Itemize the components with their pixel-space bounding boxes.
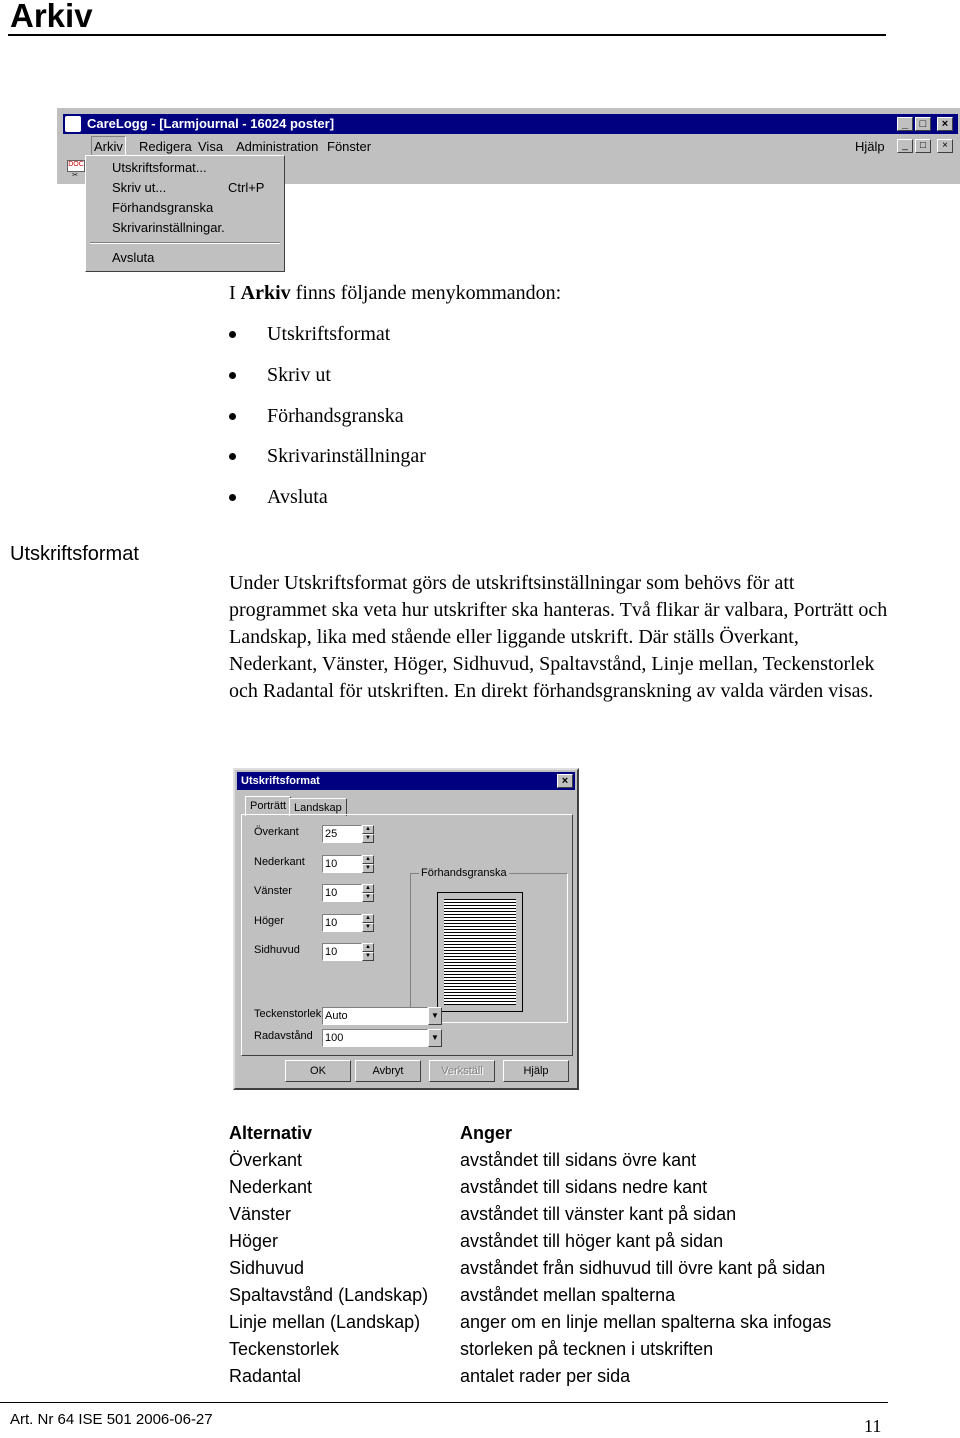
spin-up-icon[interactable]: ▲ bbox=[362, 825, 374, 834]
spin-up-icon[interactable]: ▲ bbox=[362, 943, 374, 952]
cell-alternativ: Höger bbox=[229, 1231, 279, 1251]
hoger-spinner[interactable] bbox=[322, 914, 374, 932]
tab-panel bbox=[241, 814, 573, 1056]
menu-arkiv[interactable]: Arkiv bbox=[91, 136, 126, 158]
footer-rule bbox=[0, 1402, 888, 1403]
cell-anger: anger om en linje mellan spalterna ska infogas bbox=[460, 1312, 832, 1332]
footer-article-number: Art. Nr 64 ISE 501 2006-06-27 bbox=[10, 1411, 213, 1428]
close-button[interactable]: × bbox=[937, 117, 953, 131]
vanster-spinner[interactable] bbox=[322, 884, 374, 902]
menu-separator bbox=[90, 242, 280, 244]
heading-rule bbox=[8, 34, 886, 36]
teckenstorlek-label: Teckenstorlek bbox=[254, 1008, 322, 1020]
utskriftsformat-dialog bbox=[233, 768, 579, 1090]
cell-alternativ: Radantal bbox=[229, 1366, 302, 1386]
intro-suffix: finns följande menykommandon: bbox=[290, 282, 562, 304]
overkant-input[interactable]: 25 bbox=[322, 825, 362, 843]
bullet-icon bbox=[229, 331, 236, 338]
header-alternativ: Alternativ bbox=[229, 1123, 313, 1143]
arkiv-dropdown-menu bbox=[85, 155, 285, 272]
minimize-button[interactable]: _ bbox=[897, 117, 913, 131]
cell-anger: avståndet till vänster kant på sidan bbox=[460, 1204, 737, 1224]
cell-alternativ: Linje mellan (Landskap) bbox=[229, 1312, 421, 1332]
cell-alternativ: Sidhuvud bbox=[229, 1258, 305, 1278]
spin-down-icon[interactable]: ▼ bbox=[362, 834, 374, 843]
cell-anger: antalet rader per sida bbox=[460, 1366, 631, 1386]
field-label-hoger: Höger bbox=[254, 915, 284, 927]
bullet-icon bbox=[229, 494, 236, 501]
dialog-title-bar bbox=[237, 772, 575, 790]
field-label-overkant: Överkant bbox=[254, 826, 299, 838]
toolbar bbox=[63, 160, 85, 182]
spin-down-icon[interactable]: ▼ bbox=[362, 893, 374, 902]
field-label-sidhuvud: Sidhuvud bbox=[254, 944, 300, 956]
field-label-nederkant: Nederkant bbox=[254, 856, 305, 868]
radavstand-combo[interactable] bbox=[322, 1029, 442, 1047]
menu-administration[interactable]: Administration bbox=[236, 139, 319, 154]
dialog-title: Utskriftsformat bbox=[241, 775, 320, 787]
teckenstorlek-value[interactable]: Auto bbox=[322, 1007, 428, 1025]
tab-landskap[interactable]: Landskap bbox=[289, 798, 347, 816]
cell-anger: avståndet till sidans övre kant bbox=[460, 1150, 697, 1170]
spin-down-icon[interactable]: ▼ bbox=[362, 923, 374, 932]
cell-alternativ: Nederkant bbox=[229, 1177, 313, 1197]
app-icon bbox=[65, 116, 81, 132]
sidhuvud-spinner[interactable] bbox=[322, 943, 374, 961]
doc-close-button[interactable]: × bbox=[937, 139, 953, 153]
chevron-down-icon[interactable]: ▼ bbox=[428, 1007, 442, 1025]
radavstand-label: Radavstånd bbox=[254, 1030, 313, 1042]
radavstand-value[interactable]: 100 bbox=[322, 1029, 428, 1047]
intro-prefix: I bbox=[229, 282, 241, 304]
chevron-down-icon[interactable]: ▼ bbox=[428, 1029, 442, 1047]
cell-anger: storleken på tecknen i utskriften bbox=[460, 1339, 714, 1359]
dialog-close-button[interactable]: × bbox=[557, 774, 573, 788]
maximize-button[interactable]: □ bbox=[915, 117, 931, 131]
teckenstorlek-combo[interactable] bbox=[322, 1007, 442, 1025]
apply-button[interactable]: Verkställ bbox=[429, 1060, 495, 1082]
cell-anger: avståndet mellan spalterna bbox=[460, 1285, 676, 1305]
overkant-spinner[interactable] bbox=[322, 825, 374, 843]
intro-text bbox=[229, 280, 561, 307]
cell-anger: avståndet till höger kant på sidan bbox=[460, 1231, 724, 1251]
cell-alternativ: Vänster bbox=[229, 1204, 292, 1224]
ok-button[interactable]: OK bbox=[285, 1060, 351, 1082]
cell-anger: avståndet från sidhuvud till övre kant på sidan bbox=[460, 1258, 826, 1278]
spin-down-icon[interactable]: ▼ bbox=[362, 952, 374, 961]
preview-group bbox=[410, 867, 568, 1023]
section-paragraph bbox=[229, 570, 889, 705]
preview-label: Förhandsgranska bbox=[421, 867, 507, 879]
vanster-input[interactable]: 10 bbox=[322, 884, 362, 902]
cell-anger: avståndet till sidans nedre kant bbox=[460, 1177, 708, 1197]
spin-up-icon[interactable]: ▲ bbox=[362, 884, 374, 893]
page-number: 11 bbox=[864, 1416, 882, 1436]
menu-item-skriv-ut[interactable]: Skriv ut... bbox=[112, 180, 167, 195]
bullet-text: Förhandsgranska bbox=[267, 405, 404, 427]
menu-hjalp[interactable]: Hjälp bbox=[855, 139, 885, 154]
section-title: Utskriftsformat bbox=[10, 543, 139, 565]
window-title-bar bbox=[63, 114, 958, 134]
cancel-button[interactable]: Avbryt bbox=[355, 1060, 421, 1082]
field-label-vanster: Vänster bbox=[254, 885, 292, 897]
menu-redigera[interactable]: Redigera bbox=[139, 139, 192, 154]
spin-down-icon[interactable]: ▼ bbox=[362, 864, 374, 873]
menu-visa[interactable]: Visa bbox=[198, 139, 224, 154]
doc-restore-button[interactable]: □ bbox=[915, 139, 931, 153]
cell-alternativ: Teckenstorlek bbox=[229, 1339, 340, 1359]
spin-up-icon[interactable]: ▲ bbox=[362, 914, 374, 923]
sidhuvud-input[interactable]: 10 bbox=[322, 943, 362, 961]
paragraph-text: Under Utskriftsformat görs de utskriftsinställningar som behövs för att programmet ska veta hur utskrifter ska hanteras. Två flikar är valbara, Porträtt och Landskap, lika med stående eller liggande utskrift. Där ställs Överkant, Nederkant, Vänster, Höger, Sidhuvud, Spaltavstånd, Linje mellan, Teckenstorlek och Radantal för utskriften. En direkt förhandsgranskning av valda värden visas. bbox=[229, 572, 888, 702]
bullet-text: Skriv ut bbox=[267, 364, 331, 386]
doc-minimize-button[interactable]: _ bbox=[897, 139, 913, 153]
bullet-icon bbox=[229, 372, 236, 379]
intro-bold: Arkiv bbox=[240, 282, 291, 304]
menu-item-avsluta[interactable]: Avsluta bbox=[112, 250, 155, 265]
document-icon[interactable]: DOC bbox=[67, 160, 85, 172]
header-anger: Anger bbox=[460, 1123, 513, 1143]
tab-portratt[interactable]: Porträtt bbox=[245, 796, 291, 816]
help-button[interactable]: Hjälp bbox=[503, 1060, 569, 1082]
bullet-icon bbox=[229, 413, 236, 420]
menu-item-forhandsgranska[interactable]: Förhandsgranska bbox=[112, 200, 214, 215]
nederkant-input[interactable]: 10 bbox=[322, 855, 362, 873]
menu-item-shortcut: Ctrl+P bbox=[228, 180, 265, 195]
menu-fonster[interactable]: Fönster bbox=[327, 139, 372, 154]
cell-alternativ: Spaltavstånd (Landskap) bbox=[229, 1285, 429, 1305]
scissors-icon[interactable]: ✂ bbox=[67, 172, 83, 182]
menu-item-skrivarinstallningar[interactable]: Skrivarinställningar. bbox=[112, 220, 225, 235]
bullet-text: Skrivarinställningar bbox=[267, 445, 426, 467]
cell-alternativ: Överkant bbox=[229, 1150, 303, 1170]
page-title: Arkiv bbox=[10, 0, 93, 34]
nederkant-spinner[interactable] bbox=[322, 855, 374, 873]
menu-item-utskriftsformat[interactable]: Utskriftsformat... bbox=[112, 160, 207, 175]
spin-up-icon[interactable]: ▲ bbox=[362, 855, 374, 864]
bullet-text: Avsluta bbox=[267, 486, 328, 508]
preview-page bbox=[437, 892, 523, 1012]
hoger-input[interactable]: 10 bbox=[322, 914, 362, 932]
window-title: CareLogg - [Larmjournal - 16024 poster] bbox=[87, 116, 335, 131]
bullet-text: Utskriftsformat bbox=[267, 323, 391, 345]
bullet-icon bbox=[229, 453, 236, 460]
